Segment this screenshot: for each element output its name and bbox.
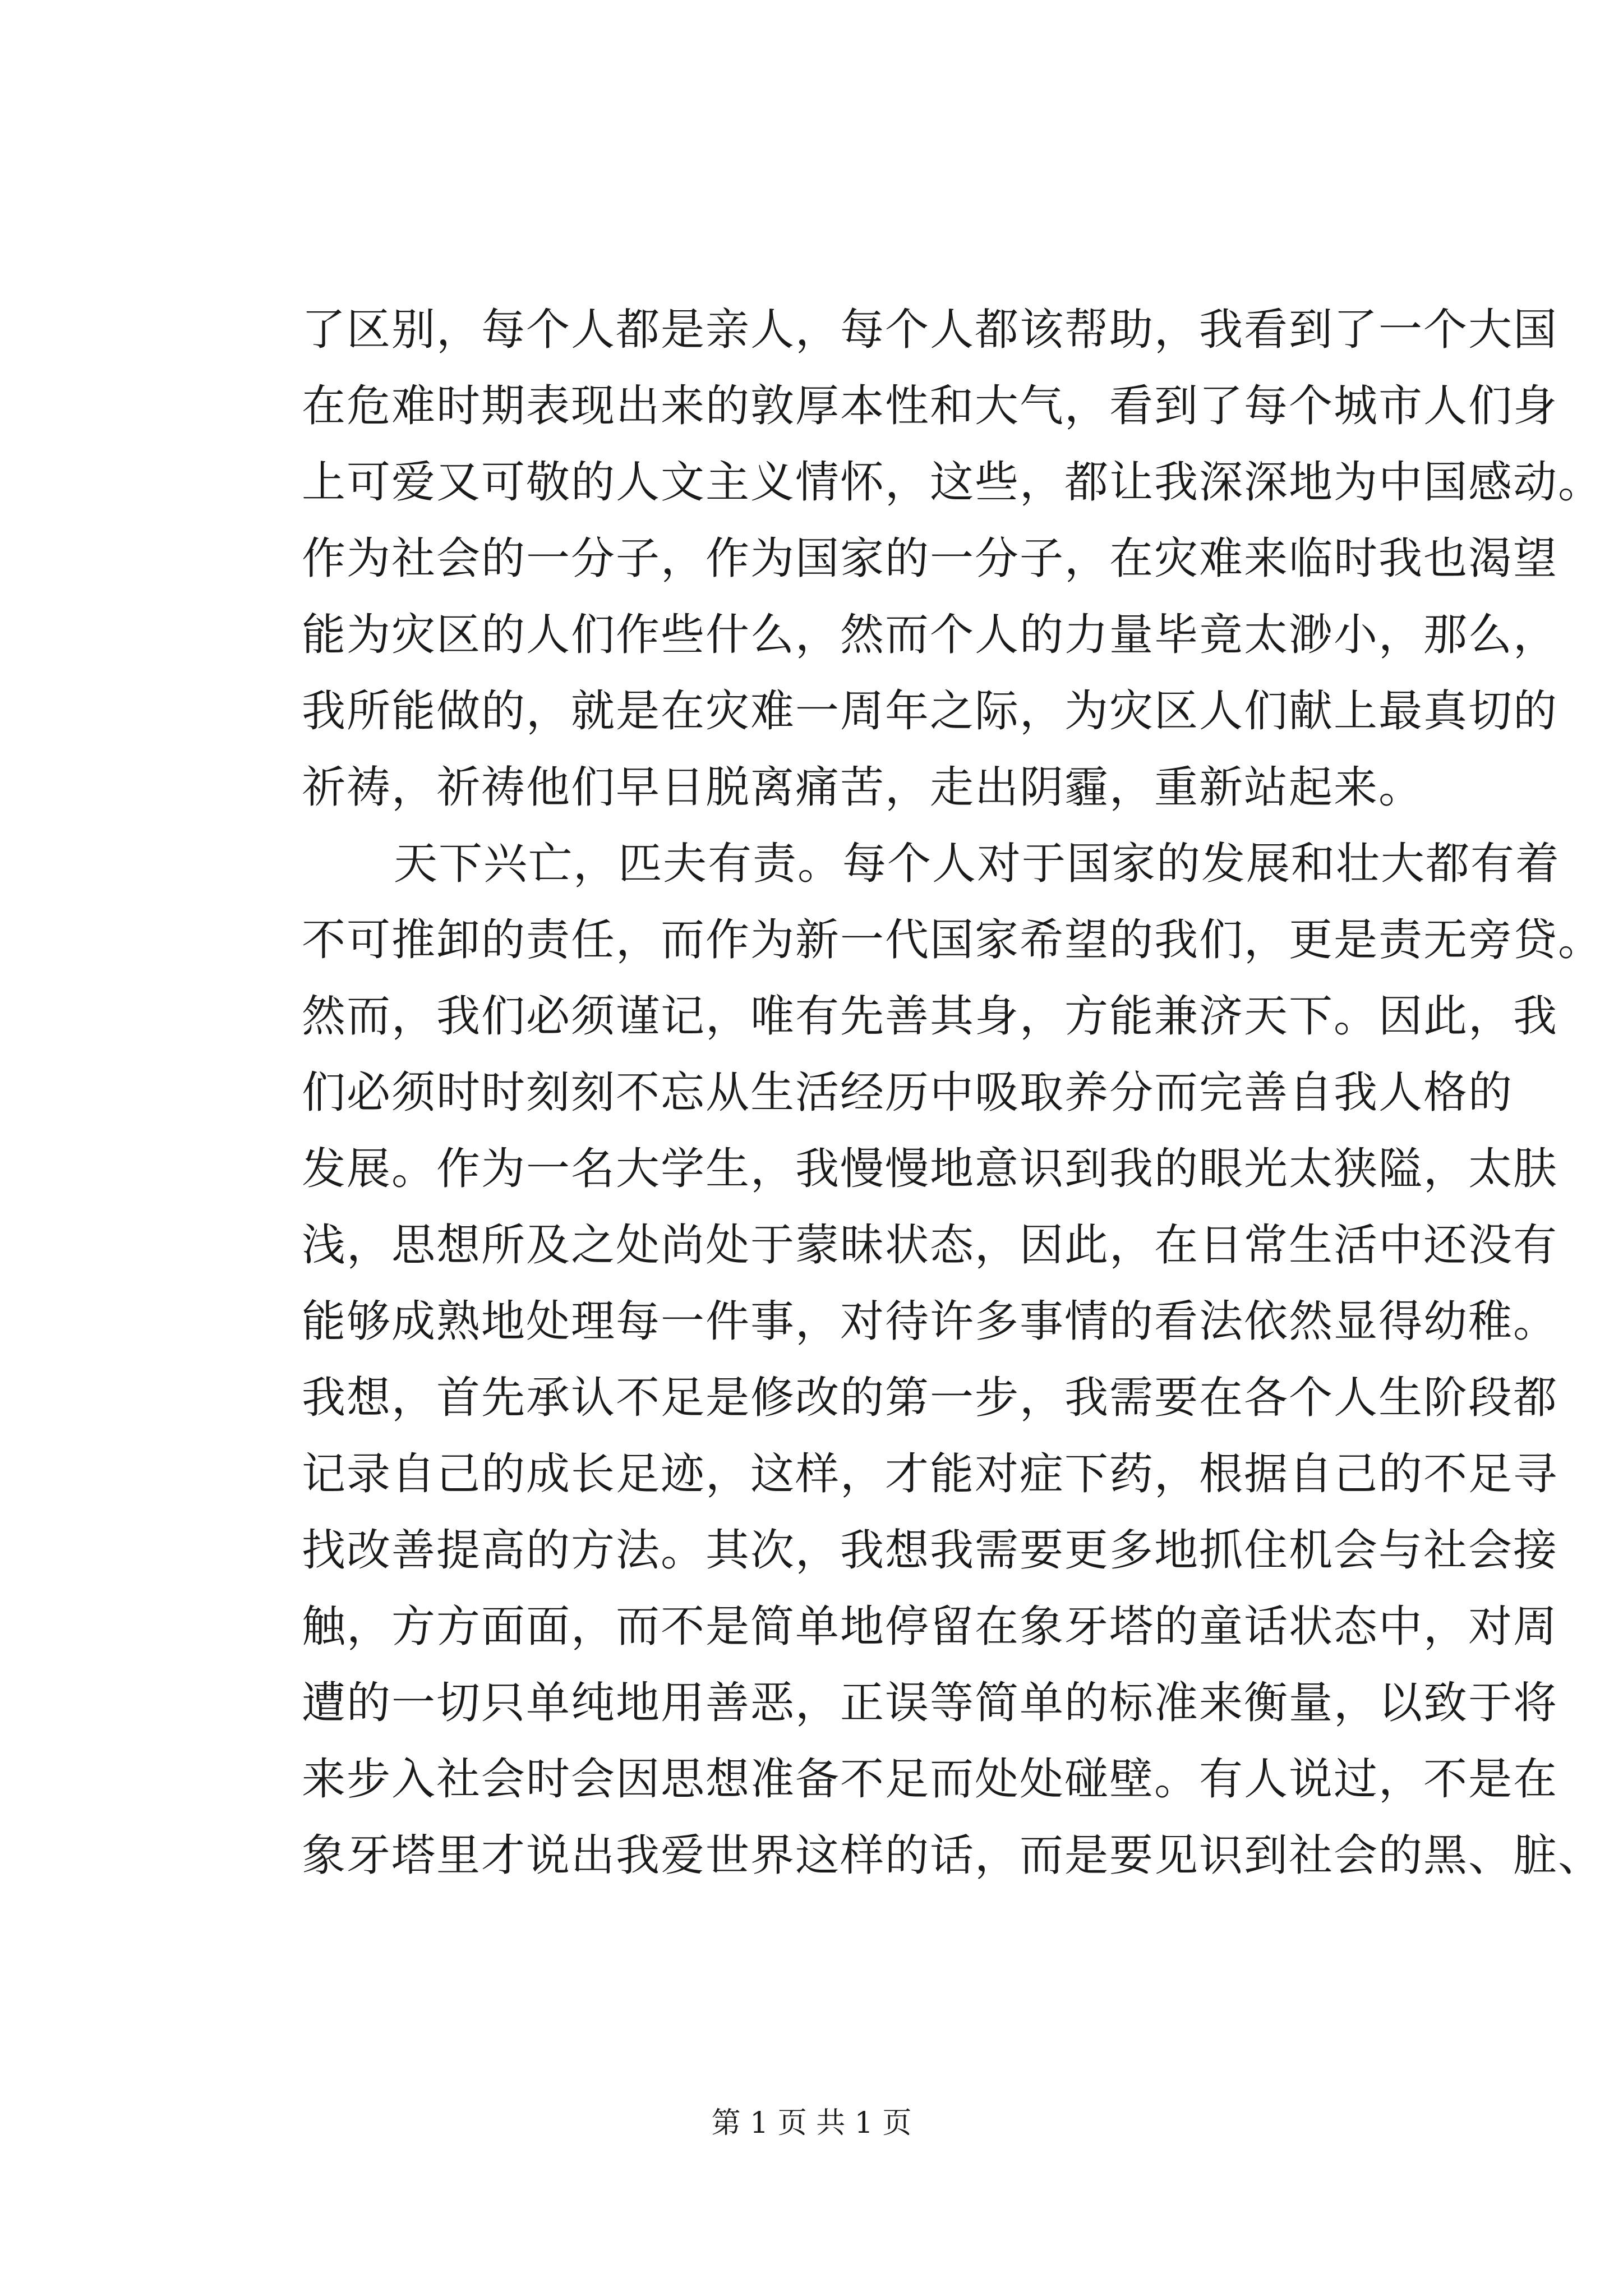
text-line: 祈祷，祈祷他们早日脱离痛苦，走出阴霾，重新站起来。 (302, 762, 1424, 813)
text-line: 上可爱又可敬的人文主义情怀，这些，都让我深深地为中国感动。 (302, 457, 1603, 508)
text-line: 来步入社会时会因思想准备不足而处处碰壁。有人说过，不是在 (302, 1754, 1559, 1805)
text-line: 们必须时时刻刻不忘从生活经历中吸取养分而完善自我人格的 (302, 1068, 1514, 1118)
text-line: 能为灾区的人们作些什么，然而个人的力量毕竟太渺小，那么， (302, 610, 1559, 660)
text-line: 然而，我们必须谨记，唯有先善其身，方能兼济天下。因此，我 (302, 991, 1559, 1042)
text-line: 触，方方面面，而不是简单地停留在象牙塔的童话状态中，对周 (302, 1602, 1559, 1652)
text-line: 发展。作为一名大学生，我慢慢地意识到我的眼光太狭隘，太肤 (302, 1144, 1559, 1194)
text-line: 不可推卸的责任，而作为新一代国家希望的我们，更是责无旁贷。 (302, 915, 1603, 965)
text-line-first-indent: 天下兴亡，匹夫有责。每个人对于国家的发展和壮大都有着 (394, 839, 1561, 889)
text-line: 记录自己的成长足迹，这样，才能对症下药，根据自己的不足寻 (302, 1449, 1559, 1499)
page-footer (0, 2104, 1623, 2143)
text-line: 在危难时期表现出来的敦厚本性和大气，看到了每个城市人们身 (302, 381, 1559, 431)
text-line: 遭的一切只单纯地用善恶，正误等简单的标准来衡量，以致于将 (302, 1678, 1559, 1728)
page-number-label: 第 1 页 共 1 页 (711, 2106, 912, 2140)
document-body (302, 292, 1603, 1894)
text-line: 我想，首先承认不足是修改的第一步，我需要在各个人生阶段都 (302, 1373, 1559, 1423)
text-line: 作为社会的一分子，作为国家的一分子，在灾难来临时我也渴望 (302, 533, 1559, 584)
text-line: 找改善提高的方法。其次，我想我需要更多地抓住机会与社会接 (302, 1525, 1559, 1576)
text-line: 象牙塔里才说出我爱世界这样的话，而是要见识到社会的黑、脏、 (302, 1830, 1603, 1881)
text-line: 能够成熟地处理每一件事，对待许多事情的看法依然显得幼稚。 (302, 1296, 1559, 1347)
text-line: 我所能做的，就是在灾难一周年之际，为灾区人们献上最真切的 (302, 686, 1559, 737)
text-line: 浅，思想所及之处尚处于蒙昧状态，因此，在日常生活中还没有 (302, 1220, 1559, 1271)
text-line: 了区别，每个人都是亲人，每个人都该帮助，我看到了一个大国 (302, 305, 1559, 355)
